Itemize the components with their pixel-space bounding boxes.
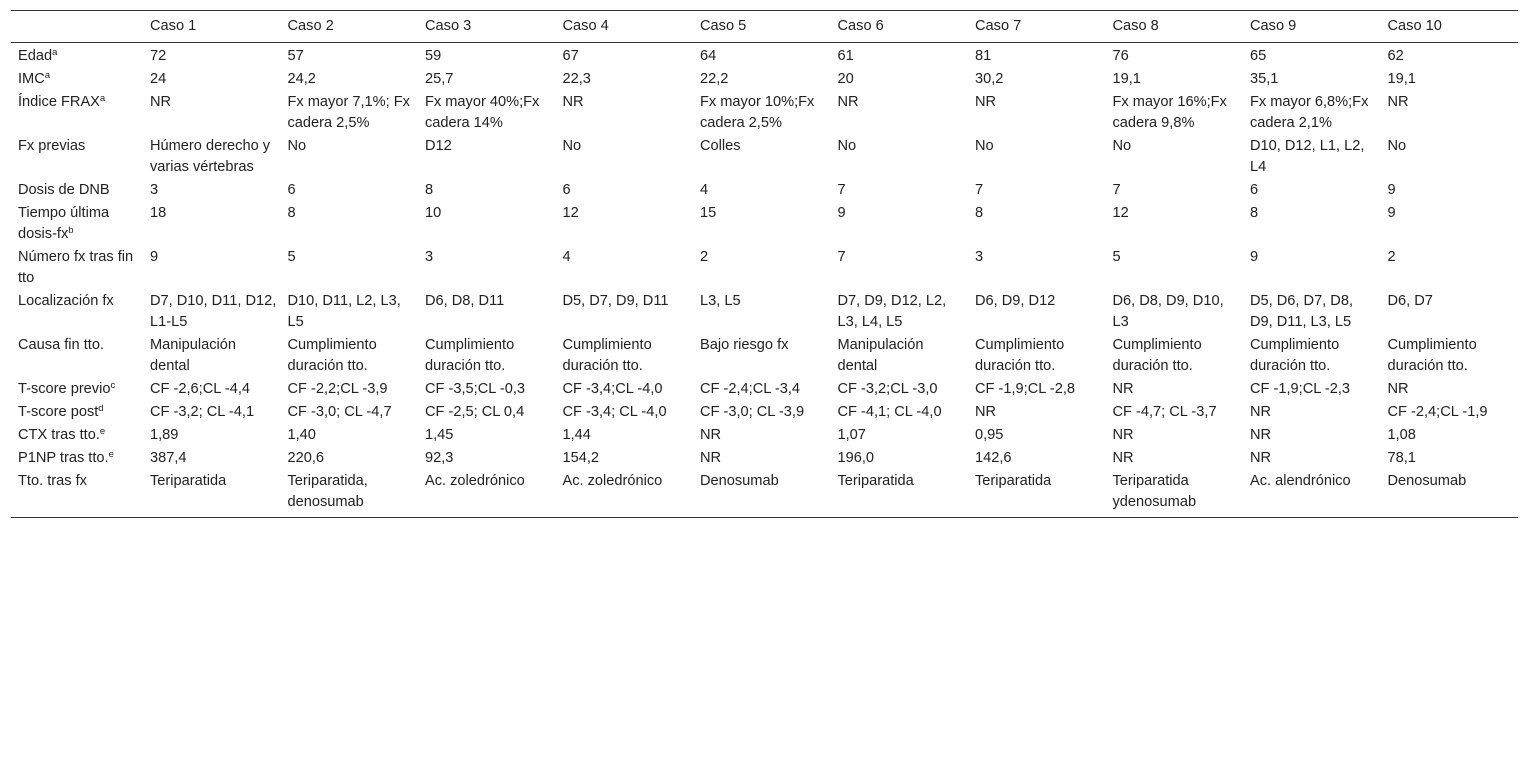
table-cell: 22,3 — [562, 71, 591, 87]
table-cell: NR — [1250, 427, 1272, 443]
footnote-marker: b — [68, 225, 74, 236]
table-cell: NR — [1112, 427, 1134, 443]
table-cell: Manipulación dental — [150, 337, 236, 374]
footnote-marker: e — [99, 426, 106, 437]
footnote-marker: c — [110, 380, 116, 391]
row-label-text: Tiempo última dosis-fx — [18, 205, 110, 242]
header-caso-2: Caso 2 — [287, 18, 334, 34]
table-cell: Teriparatida ydenosumab — [1112, 473, 1197, 510]
table-cell: CF -3,4; CL -4,0 — [562, 404, 667, 420]
table-cell: 12 — [562, 205, 579, 221]
table-cell: 18 — [150, 205, 167, 221]
table-cell: 8 — [287, 205, 296, 221]
row-label-text: Edad — [18, 48, 53, 64]
row-label — [11, 135, 143, 179]
table-cell: Fx mayor 6,8%;Fx cadera 2,1% — [1250, 94, 1369, 131]
table-cell: 4 — [562, 249, 571, 265]
table-cell: D5, D7, D9, D11 — [562, 293, 669, 309]
table-cell: NR — [562, 94, 584, 110]
table-cell: 4 — [700, 182, 709, 198]
table-row — [11, 43, 1518, 69]
row-label — [11, 334, 143, 378]
header-corner — [11, 11, 143, 43]
row-label-text: Fx previas — [18, 138, 86, 154]
table-cell: 67 — [562, 48, 579, 64]
table-cell: No — [562, 138, 582, 154]
table-cell: Bajo riesgo fx — [700, 337, 789, 353]
table-cell: CF -3,4;CL -4,0 — [562, 381, 663, 397]
table-cell: D7, D9, D12, L2, L3, L4, L5 — [837, 293, 947, 330]
table-cell: 59 — [425, 48, 442, 64]
table-cell: 3 — [425, 249, 434, 265]
table-cell: D10, D11, L2, L3, L5 — [287, 293, 401, 330]
table-cell: D6, D9, D12 — [975, 293, 1056, 309]
table-cell: 3 — [975, 249, 984, 265]
table-cell: 62 — [1387, 48, 1404, 64]
table-cell: CF -3,0; CL -3,9 — [700, 404, 805, 420]
table-cell: NR — [975, 94, 997, 110]
table-cell: 9 — [837, 205, 846, 221]
table-cell: NR — [975, 404, 997, 420]
table-cell: NR — [150, 94, 172, 110]
table-cell: NR — [1250, 450, 1272, 466]
table-cell: 20 — [837, 71, 854, 87]
row-label — [11, 179, 143, 202]
row-label — [11, 378, 143, 401]
table-cell: NR — [1387, 94, 1409, 110]
table-row — [11, 91, 1518, 135]
table-cell: NR — [1112, 450, 1134, 466]
table-cell: NR — [837, 94, 859, 110]
table-cell: 8 — [975, 205, 984, 221]
table-cell: D5, D6, D7, D8, D9, D11, L3, L5 — [1250, 293, 1354, 330]
row-label-text: IMC — [18, 71, 45, 87]
table-row — [11, 179, 1518, 202]
table-cell: 57 — [287, 48, 304, 64]
table-cell: 9 — [1250, 249, 1259, 265]
table-cell: No — [287, 138, 307, 154]
table-cell: Teriparatida — [150, 473, 227, 489]
table-cell: No — [837, 138, 857, 154]
table-row — [11, 470, 1518, 518]
table-cell: 1,40 — [287, 427, 316, 443]
table-cell: D6, D7 — [1387, 293, 1433, 309]
table-cell: D7, D10, D11, D12, L1-L5 — [150, 293, 277, 330]
table-cell: Ac. alendrónico — [1250, 473, 1351, 489]
row-label — [11, 68, 143, 91]
table-cell: 15 — [700, 205, 717, 221]
table-cell: Cumplimiento duración tto. — [1250, 337, 1340, 374]
table-cell: 1,44 — [562, 427, 591, 443]
table-cell: D10, D12, L1, L2, L4 — [1250, 138, 1365, 175]
table-row — [11, 135, 1518, 179]
table-cell: 5 — [287, 249, 296, 265]
table-cell: No — [975, 138, 994, 154]
table-cell: Cumplimiento duración tto. — [287, 337, 377, 374]
table-row — [11, 334, 1518, 378]
table-cell: 7 — [837, 249, 846, 265]
table-cell: Fx mayor 16%;Fx cadera 9,8% — [1112, 94, 1227, 131]
row-label — [11, 202, 143, 246]
table-row — [11, 447, 1518, 470]
table-cell: CF -4,1; CL -4,0 — [837, 404, 942, 420]
row-label-text: T-score post — [18, 404, 99, 420]
table-cell: CF -2,4;CL -3,4 — [700, 381, 801, 397]
table-cell: NR — [700, 450, 722, 466]
table-cell: CF -3,0; CL -4,7 — [287, 404, 392, 420]
table-cell: Cumplimiento duración tto. — [425, 337, 515, 374]
table-row — [11, 290, 1518, 334]
table-cell: CF -2,5; CL 0,4 — [425, 404, 525, 420]
table-cell: Ac. zoledrónico — [562, 473, 663, 489]
table-cell: No — [1112, 138, 1132, 154]
table-cell: 9 — [1387, 205, 1396, 221]
table-cell: 3 — [150, 182, 159, 198]
row-label-text: Índice FRAX — [18, 94, 100, 110]
header-caso-7: Caso 7 — [975, 18, 1022, 34]
row-label — [11, 43, 143, 69]
table-cell: Fx mayor 7,1%; Fx cadera 2,5% — [287, 94, 410, 131]
table-cell: Cumplimiento duración tto. — [1387, 337, 1477, 374]
table-row — [11, 68, 1518, 91]
table-cell: 5 — [1112, 249, 1121, 265]
table-cell: Cumplimiento duración tto. — [975, 337, 1065, 374]
row-label — [11, 447, 143, 470]
table-cell: D6, D8, D11 — [425, 293, 505, 309]
table-cell: 6 — [287, 182, 296, 198]
table-cell: CF -3,5;CL -0,3 — [425, 381, 526, 397]
table-row — [11, 246, 1518, 290]
table-cell: 6 — [562, 182, 571, 198]
table-cell: CF -2,2;CL -3,9 — [287, 381, 388, 397]
footnote-marker: d — [98, 403, 104, 414]
table-cell: 8 — [1250, 205, 1259, 221]
table-cell: Denosumab — [1387, 473, 1467, 489]
table-cell: 65 — [1250, 48, 1267, 64]
row-label — [11, 401, 143, 424]
table-cell: 72 — [150, 48, 167, 64]
table-cell: Colles — [700, 138, 741, 154]
table-cell: 2 — [700, 249, 709, 265]
row-label-text: Tto. tras fx — [18, 473, 87, 489]
row-label-text: Dosis de DNB — [18, 182, 110, 198]
table-cell: CF -2,6;CL -4,4 — [150, 381, 251, 397]
header-caso-9: Caso 9 — [1250, 18, 1297, 34]
table-cell: 8 — [425, 182, 434, 198]
table-cell: 7 — [837, 182, 846, 198]
table-cell: D6, D8, D9, D10, L3 — [1112, 293, 1224, 330]
table-body — [11, 43, 1518, 518]
table-cell: 78,1 — [1387, 450, 1416, 466]
row-label — [11, 91, 143, 135]
table-cell: 81 — [975, 48, 992, 64]
footnote-marker: e — [108, 449, 114, 460]
table-container — [11, 10, 1518, 518]
row-label — [11, 424, 143, 447]
table-cell: Cumplimiento duración tto. — [562, 337, 652, 374]
table-cell: Cumplimiento duración tto. — [1112, 337, 1202, 374]
header-caso-4: Caso 4 — [562, 18, 609, 34]
table-cell: No — [1387, 138, 1407, 154]
table-cell: CF -4,7; CL -3,7 — [1112, 404, 1217, 420]
table-cell: Teriparatida, denosumab — [287, 473, 368, 510]
table-cell: 6 — [1250, 182, 1259, 198]
header-caso-1: Caso 1 — [150, 18, 197, 34]
table-cell: NR — [1112, 381, 1134, 397]
case-table — [11, 10, 1518, 518]
table-cell: CF -1,9;CL -2,3 — [1250, 381, 1351, 397]
table-cell: 9 — [1387, 182, 1396, 198]
table-cell: 12 — [1112, 205, 1129, 221]
table-cell: Fx mayor 10%;Fx cadera 2,5% — [700, 94, 815, 131]
table-cell: 7 — [975, 182, 984, 198]
row-label — [11, 470, 143, 518]
table-cell: Teriparatida — [975, 473, 1052, 489]
table-cell: 76 — [1112, 48, 1129, 64]
table-cell: CF -2,4;CL -1,9 — [1387, 404, 1488, 420]
table-cell: 387,4 — [150, 450, 187, 466]
table-cell: 24 — [150, 71, 167, 87]
table-cell: 154,2 — [562, 450, 600, 466]
table-cell: Fx mayor 40%;Fx cadera 14% — [425, 94, 540, 131]
table-cell: 1,45 — [425, 427, 454, 443]
table-cell: 142,6 — [975, 450, 1012, 466]
header-caso-8: Caso 8 — [1112, 18, 1159, 34]
header-caso-5: Caso 5 — [700, 18, 747, 34]
table-cell: NR — [700, 427, 722, 443]
table-row — [11, 202, 1518, 246]
header-caso-3: Caso 3 — [425, 18, 472, 34]
table-cell: L3, L5 — [700, 293, 741, 309]
footnote-marker: a — [52, 47, 58, 58]
row-label-text: CTX tras tto. — [18, 427, 100, 443]
table-cell: NR — [1250, 404, 1272, 420]
table-cell: 64 — [700, 48, 717, 64]
row-label-text: Número fx tras fin tto — [18, 249, 134, 286]
table-cell: Denosumab — [700, 473, 779, 489]
table-cell: 1,08 — [1387, 427, 1416, 443]
table-cell: Ac. zoledrónico — [425, 473, 525, 489]
table-cell: 19,1 — [1387, 71, 1416, 87]
table-cell: Húmero derecho y varias vértebras — [150, 138, 271, 175]
table-cell: 92,3 — [425, 450, 454, 466]
table-cell: 30,2 — [975, 71, 1004, 87]
header-row — [11, 11, 1518, 43]
table-row — [11, 424, 1518, 447]
row-label-text: P1NP tras tto. — [18, 450, 109, 466]
table-cell: 0,95 — [975, 427, 1004, 443]
table-cell: 7 — [1112, 182, 1121, 198]
row-label-text: T-score previo — [18, 381, 111, 397]
table-cell: 1,89 — [150, 427, 179, 443]
table-cell: 19,1 — [1112, 71, 1141, 87]
table-cell: 25,7 — [425, 71, 454, 87]
row-label-text: Localización fx — [18, 293, 114, 309]
table-cell: CF -3,2; CL -4,1 — [150, 404, 255, 420]
footnote-marker: a — [99, 93, 106, 104]
table-cell: 9 — [150, 249, 159, 265]
table-cell: 24,2 — [287, 71, 316, 87]
row-label — [11, 290, 143, 334]
table-cell: CF -1,9;CL -2,8 — [975, 381, 1076, 397]
table-row — [11, 401, 1518, 424]
table-cell: 35,1 — [1250, 71, 1279, 87]
table-cell: 1,07 — [837, 427, 866, 443]
table-cell: 10 — [425, 205, 442, 221]
table-cell: 220,6 — [287, 450, 325, 466]
row-label-text: Causa fin tto. — [18, 337, 104, 353]
footnote-marker: a — [44, 70, 51, 81]
table-cell: Teriparatida — [837, 473, 914, 489]
table-cell: D12 — [425, 138, 452, 154]
table-cell: 2 — [1387, 249, 1396, 265]
row-label — [11, 246, 143, 290]
table-cell: CF -3,2;CL -3,0 — [837, 381, 938, 397]
table-cell: 22,2 — [700, 71, 729, 87]
table-cell: Manipulación dental — [837, 337, 924, 374]
header-caso-10: Caso 10 — [1387, 18, 1442, 34]
table-cell: 196,0 — [837, 450, 875, 466]
table-cell: 61 — [837, 48, 854, 64]
table-cell: NR — [1387, 381, 1409, 397]
header-caso-6: Caso 6 — [837, 18, 884, 34]
table-row — [11, 378, 1518, 401]
